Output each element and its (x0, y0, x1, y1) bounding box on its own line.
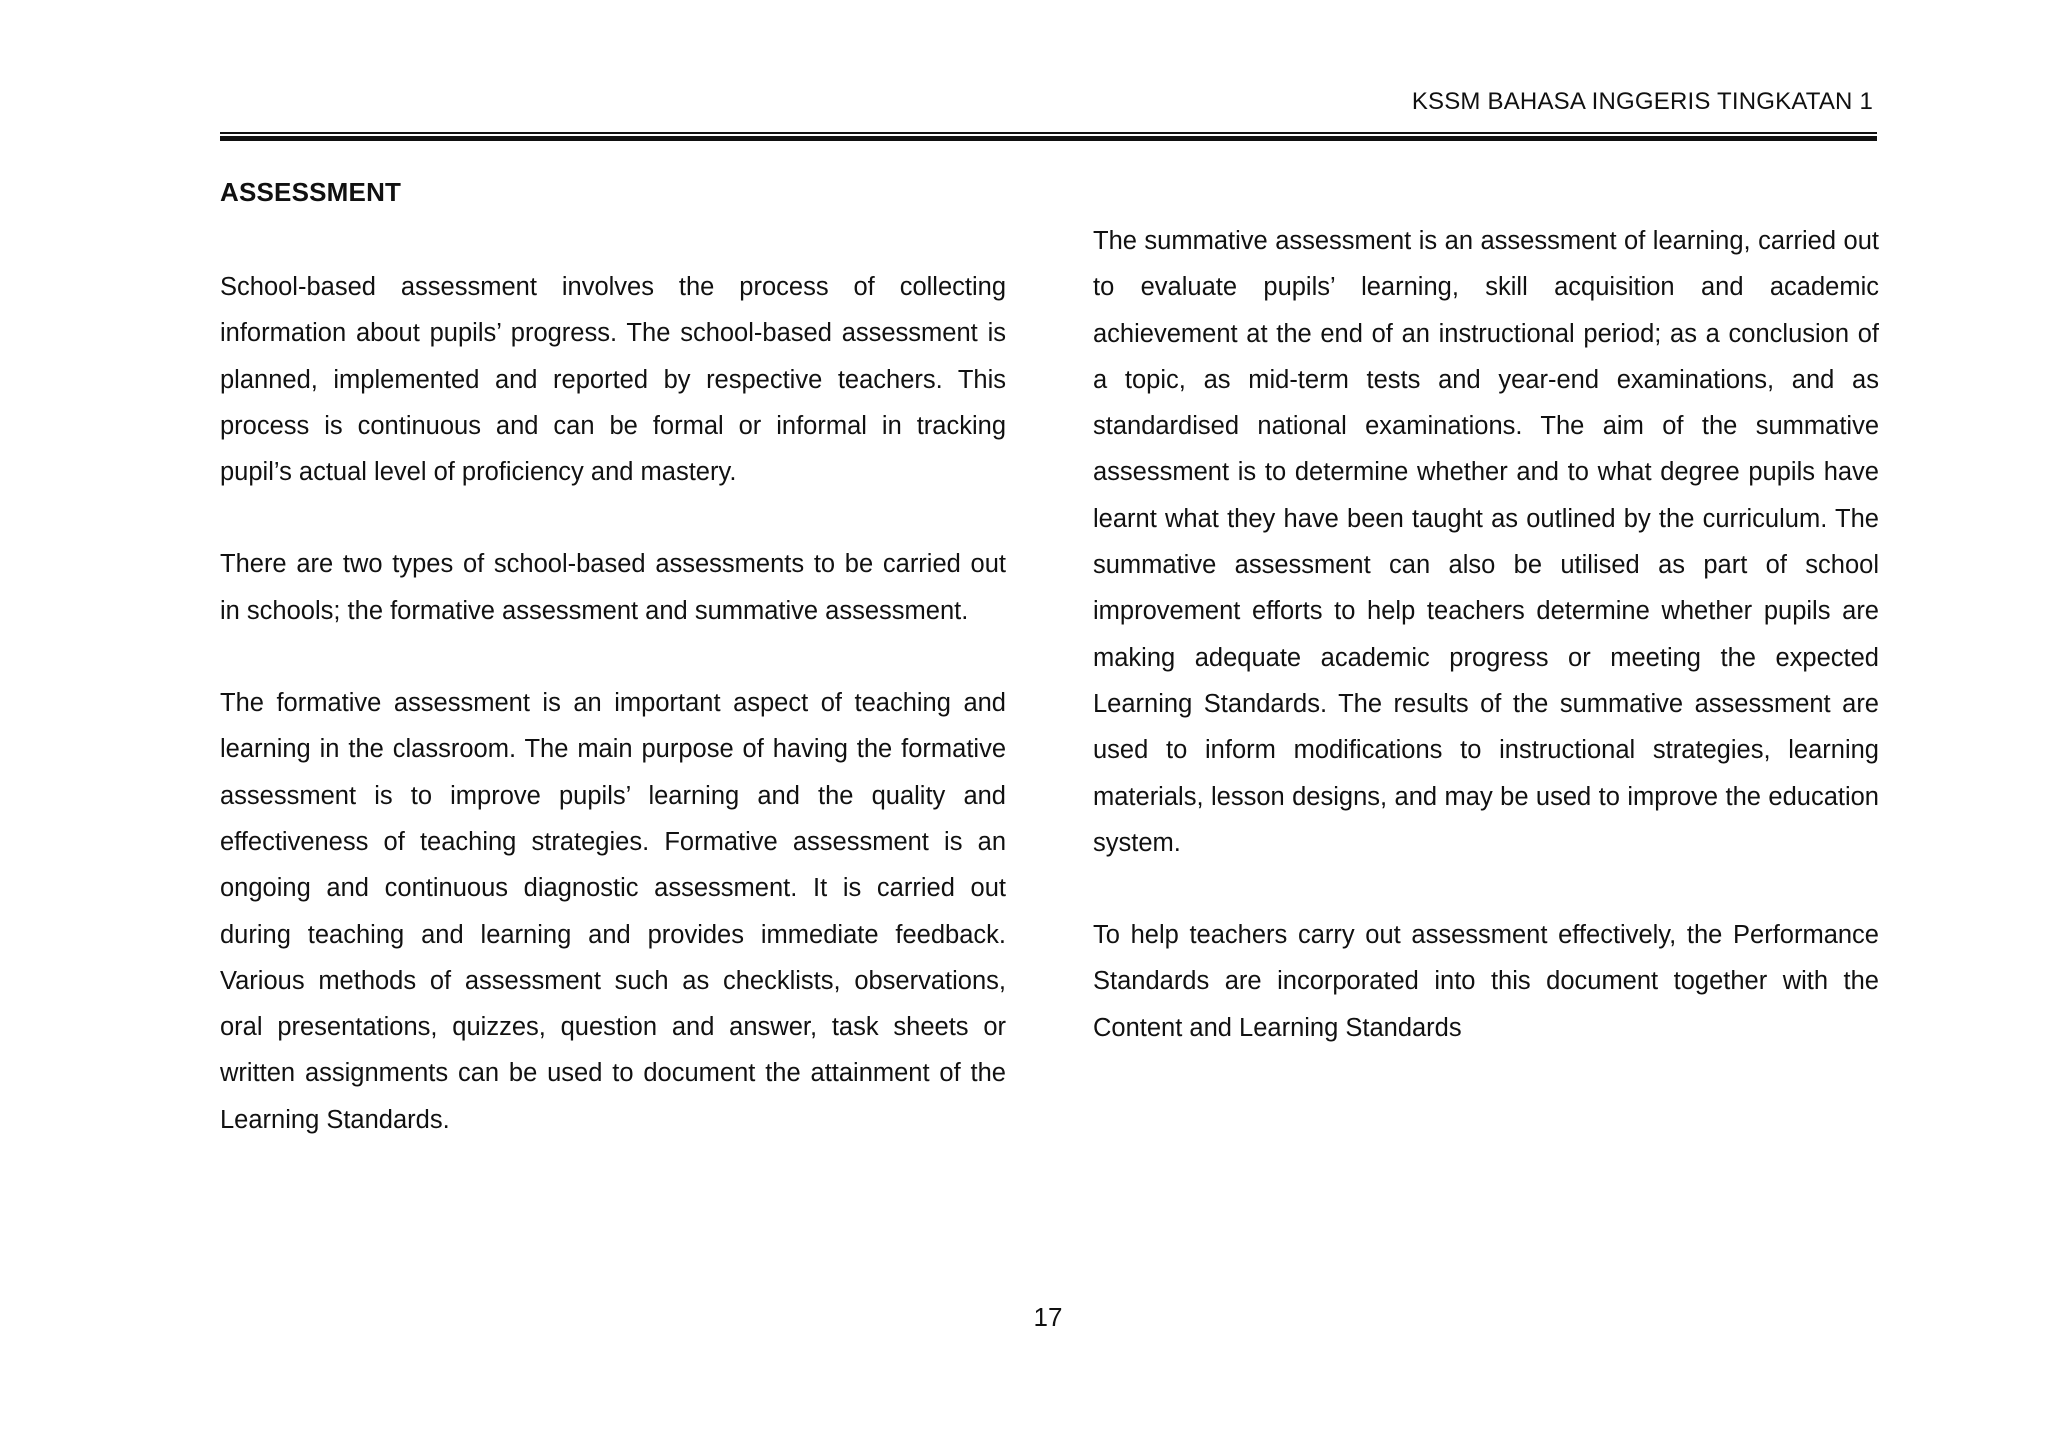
paragraph-school-based-assessment: School-based assessment involves the process of collecting information about pupils’ progress. The school-based assessment is planned, implemented and reported by respective teachers. This process is continuous and can be formal or informal in tracking pupil’s actual level of proficiency and mastery. (220, 273, 1006, 487)
header-rule-thick (220, 136, 1877, 141)
left-column (220, 264, 1006, 1189)
right-column (1093, 218, 1879, 1097)
paragraph-formative-assessment: The formative assessment is an important aspect of teaching and learning in the classroom. The main purpose of having the formative assessment is to improve pupils’ learning and the quality and effectiveness of teaching strategies. Formative assessment is an ongoing and continuous diagnostic assessment. It is carried out during teaching and learning and provides immediate feedback. Various methods of assessment such as checklists, observations, oral presentations, quizzes, question and answer, task sheets or written assignments can be used to document the attainment of the Learning Standards. (220, 689, 1006, 1134)
paragraph-summative-assessment: The summative assessment is an assessment of learning, carried out to evaluate pupils’ learning, skill acquisition and academic achievement at the end of an instructional period; as a conclusion of a topic, as mid-term tests and year-end examinations, and as standardised national examinations. The aim of the summative assessment is to determine whether and to what degree pupils have learnt what they have been taught as outlined by the curriculum. The summative assessment can also be utilised as part of school improvement efforts to help teachers determine whether pupils are making adequate academic progress or meeting the expected Learning Standards. The results of the summative assessment are used to inform modifications to instructional strategies, learning materials, lesson designs, and may be used to improve the education system. (1093, 227, 1879, 857)
paragraph-performance-standards: To help teachers carry out assessment effectively, the Performance Standards are incorporated into this document together with the Content and Learning Standards (1093, 921, 1879, 1042)
page-number: 17 (1033, 1302, 1063, 1332)
section-heading: ASSESSMENT (220, 177, 402, 207)
header-rule-thin (220, 132, 1877, 134)
paragraph-assessment-types: There are two types of school-based assessments to be carried out in schools; the formative assessment and summative assessment. (220, 550, 1006, 625)
header-title: KSSM BAHASA INGGERIS TINGKATAN 1 (1411, 88, 1873, 115)
